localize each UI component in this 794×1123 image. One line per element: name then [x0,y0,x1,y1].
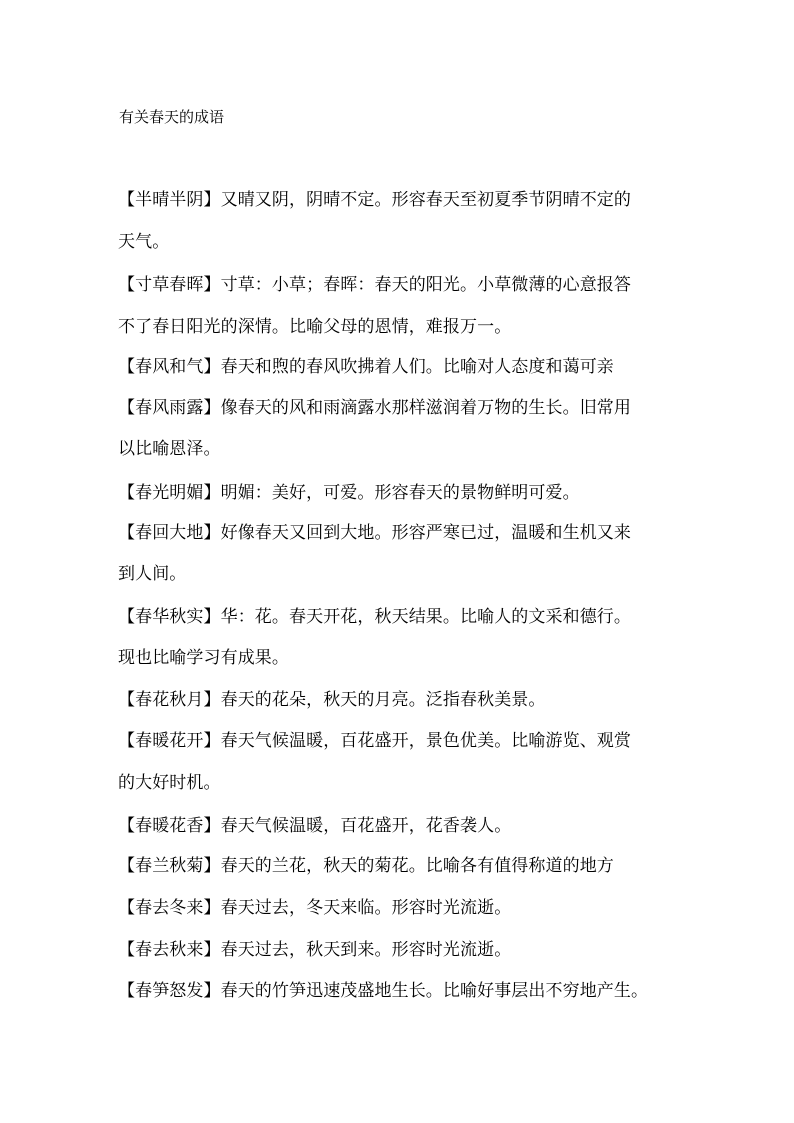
text-line: 【春笋怒发】春天的竹笋迅速茂盛地生长。比喻好事层出不穷地产生。 [118,981,649,1001]
text-line: 以比喻恩泽。 [118,439,221,459]
text-line: 【春暖花开】春天气候温暖，百花盛开，景色优美。比喻游览、观赏 [118,731,631,751]
text-line: 现也比喻学习有成果。 [118,648,289,668]
text-line: 【春去冬来】春天过去，冬天来临。形容时光流逝。 [118,898,512,918]
text-line: 的大好时机。 [118,773,221,793]
text-line: 不了春日阳光的深情。比喻父母的恩情，难报万一。 [118,317,512,337]
text-line: 【春华秋实】华：花。春天开花，秋天结果。比喻人的文采和德行。 [118,607,631,627]
text-line: 【春光明媚】明媚：美好，可爱。形容春天的景物鲜明可爱。 [118,483,580,503]
text-line: 【春风和气】春天和煦的春风吹拂着人们。比喻对人态度和蔼可亲 [118,357,614,377]
text-line: 到人间。 [118,564,187,584]
text-line: 【春去秋来】春天过去，秋天到来。形容时光流逝。 [118,940,512,960]
text-line: 天气。 [118,232,170,252]
text-line: 【春回大地】好像春天又回到大地。形容严寒已过，温暖和生机又来 [118,523,631,543]
text-line: 【春风雨露】像春天的风和雨滴露水那样滋润着万物的生长。旧常用 [118,398,631,418]
text-line: 【半晴半阴】又晴又阴，阴晴不定。形容春天至初夏季节阴晴不定的 [118,190,631,210]
page-title: 有关春天的成语 [119,108,225,126]
text-line: 【春兰秋菊】春天的兰花，秋天的菊花。比喻各有值得称道的地方 [118,856,614,876]
text-line: 【春花秋月】春天的花朵，秋天的月亮。泛指春秋美景。 [118,690,546,710]
text-line: 【春暖花香】春天气候温暖，百花盛开，花香袭人。 [118,816,512,836]
text-line: 【寸草春晖】寸草：小草；春晖：春天的阳光。小草微薄的心意报答 [118,275,631,295]
